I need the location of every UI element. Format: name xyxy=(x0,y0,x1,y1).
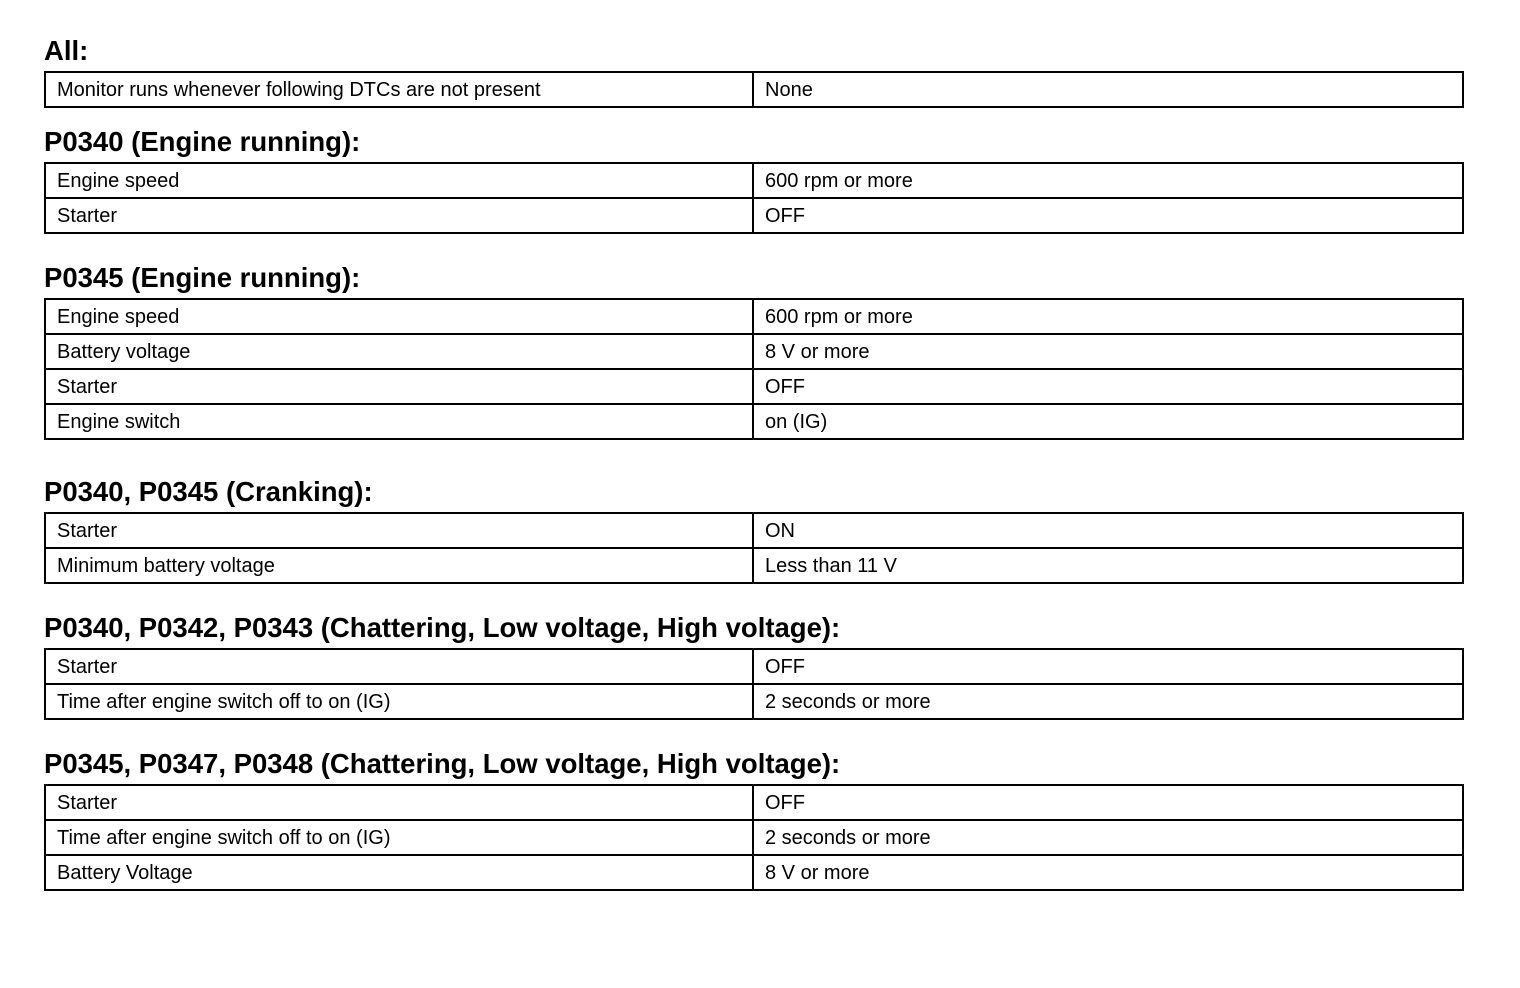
condition-cell: Starter xyxy=(45,198,753,233)
table-row xyxy=(45,785,1463,820)
table-row xyxy=(45,299,1463,334)
condition-cell: Starter xyxy=(45,513,753,548)
table-row xyxy=(45,513,1463,548)
table-row xyxy=(45,684,1463,719)
section-title-p0345-chattering: P0345, P0347, P0348 (Chattering, Low voltage, High voltage): xyxy=(44,748,841,779)
table-row xyxy=(45,369,1463,404)
value-cell: None xyxy=(753,72,1463,107)
condition-cell: Starter xyxy=(45,369,753,404)
conditions-table-p0340-engine-running xyxy=(44,162,1464,234)
condition-cell: Minimum battery voltage xyxy=(45,548,753,583)
conditions-table-p0345-chattering xyxy=(44,784,1464,891)
conditions-table-cranking xyxy=(44,512,1464,584)
value-cell: Less than 11 V xyxy=(753,548,1463,583)
conditions-table-p0340-chattering xyxy=(44,648,1464,720)
value-cell: 600 rpm or more xyxy=(753,299,1463,334)
value-cell: 8 V or more xyxy=(753,334,1463,369)
section-title-cranking: P0340, P0345 (Cranking): xyxy=(44,476,373,507)
value-cell: OFF xyxy=(753,785,1463,820)
value-cell: on (IG) xyxy=(753,404,1463,439)
condition-cell: Monitor runs whenever following DTCs are not present xyxy=(45,72,753,107)
section-title-p0340-engine-running: P0340 (Engine running): xyxy=(44,126,361,157)
section-title-p0345-engine-running: P0345 (Engine running): xyxy=(44,262,361,293)
section-title-p0340-chattering: P0340, P0342, P0343 (Chattering, Low voltage, High voltage): xyxy=(44,612,841,643)
table-row xyxy=(45,198,1463,233)
table-row xyxy=(45,72,1463,107)
value-cell: 8 V or more xyxy=(753,855,1463,890)
condition-cell: Time after engine switch off to on (IG) xyxy=(45,684,753,719)
table-row xyxy=(45,548,1463,583)
table-row xyxy=(45,855,1463,890)
conditions-table-p0345-engine-running xyxy=(44,298,1464,440)
value-cell: OFF xyxy=(753,369,1463,404)
value-cell: 600 rpm or more xyxy=(753,163,1463,198)
table-row xyxy=(45,163,1463,198)
value-cell: OFF xyxy=(753,649,1463,684)
table-row xyxy=(45,334,1463,369)
condition-cell: Battery voltage xyxy=(45,334,753,369)
value-cell: 2 seconds or more xyxy=(753,820,1463,855)
value-cell: 2 seconds or more xyxy=(753,684,1463,719)
condition-cell: Engine speed xyxy=(45,163,753,198)
table-row xyxy=(45,649,1463,684)
value-cell: ON xyxy=(753,513,1463,548)
condition-cell: Time after engine switch off to on (IG) xyxy=(45,820,753,855)
condition-cell: Engine speed xyxy=(45,299,753,334)
conditions-table-all xyxy=(44,71,1464,108)
condition-cell: Starter xyxy=(45,649,753,684)
condition-cell: Starter xyxy=(45,785,753,820)
section-title-all: All: xyxy=(44,35,89,66)
table-row xyxy=(45,820,1463,855)
condition-cell: Battery Voltage xyxy=(45,855,753,890)
value-cell: OFF xyxy=(753,198,1463,233)
table-row xyxy=(45,404,1463,439)
condition-cell: Engine switch xyxy=(45,404,753,439)
